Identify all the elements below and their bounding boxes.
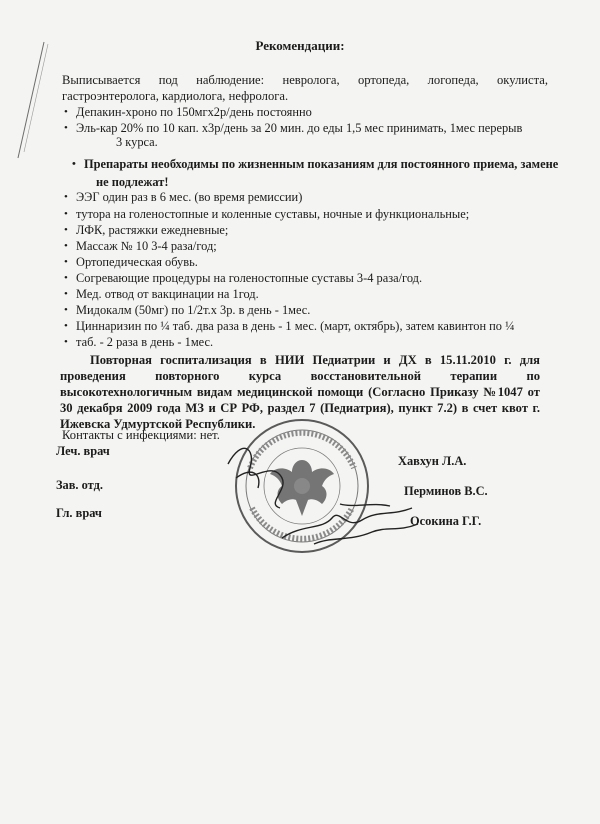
list-item-text: Эль-кар 20% по 10 кап. х3р/день за 20 мин. до еды 1,5 мес принимать, 1мес перерыв [76,121,523,135]
department-head-name: Перминов В.С. [404,484,488,498]
list-item-text: ЭЭГ один раз в 6 мес. (во время ремиссии) [76,190,303,204]
list-item-text: Массаж № 10 3-4 раза/год; [76,239,217,253]
bullet-icon: • [64,122,68,134]
bullet-icon: • [64,256,68,268]
list-item-text: Циннаризин по ¼ таб. два раза в день - 1 мес. (март, октябрь), затем кавинтон по ¼ [76,319,515,333]
list-item-continuation [116,134,158,150]
list-item [64,222,229,238]
attending-doctor-name: Хавхун Л.А. [398,454,467,468]
bullet-icon: • [72,158,76,170]
bullet-icon: • [64,288,68,300]
list-item [64,206,470,222]
bullet-icon: • [64,336,68,348]
vital-heading-continuation [96,174,169,190]
bullet-icon: • [64,208,68,220]
bullet-icon: • [64,320,68,332]
seal-stamp [236,420,368,552]
department-head-label: Зав. отд. [56,478,103,492]
contacts-note: Контакты с инфекциями: нет. [62,428,220,442]
bullet-icon: • [64,304,68,316]
bullet-icon: • [64,106,68,118]
bullet-icon: • [64,224,68,236]
bullet-icon: • [64,272,68,284]
list-item-text: ЛФК, растяжки ежедневные; [76,223,229,237]
list-item-text: Согревающие процедуры на голеностопные суставы 3-4 раза/год. [76,271,423,285]
list-item [64,104,312,120]
list-item [64,318,515,334]
page-title: Рекомендации: [255,38,345,53]
list-item [64,334,214,350]
list-item-text: Мед. отвод от вакцинации на 1год. [76,287,259,301]
list-item-text: Ортопедическая обувь. [76,255,198,269]
hospitalization-paragraph: Повторная госпитализация в НИИ Педиатрии и ДХ в 15.11.2010 г. для проведения повторного курса восстановительной терапии по высокотехнологичным видам медицинской помощи (Согласно Приказу №1047 от 30 декабря 2009 года МЗ и СР РФ, раздел 7 (Педиатрия), пункт 7.2) в счет квот г. Ижевска Удмуртской Республики. [60,353,540,431]
chief-doctor-label: Гл. врач [56,506,102,520]
vital-heading-line: не подлежат! [96,175,169,189]
vital-heading-line: Препараты необходимы по жизненным показаниям для постоянного приема, замене [84,157,559,171]
bullet-icon: • [64,240,68,252]
list-item [64,270,423,286]
list-item-text: 3 курса. [116,135,158,149]
bullet-icon: • [64,191,68,203]
list-item-text: тутора на голеностопные и коленные суставы, ночные и функциональные; [76,207,470,221]
chief-doctor-name: Осокина Г.Г. [410,514,482,528]
list-item [64,238,217,254]
observation-paragraph: Выписывается под наблюдение: невролога, ортопеда, логопеда, окулиста, гастроэнтеролога, кардиолога, нефролога. [62,73,548,103]
list-item [64,302,311,318]
list-item [64,254,198,270]
list-item-text: Депакин-хроно по 150мгх2р/день постоянно [76,105,312,119]
list-item-text: Мидокалм (50мг) по 1/2т.х 3р. в день - 1мес. [76,303,311,317]
list-item-text: таб. - 2 раза в день - 1мес. [76,335,214,349]
vital-heading [72,156,559,172]
scan-edge-line [14,40,54,160]
attending-doctor-label: Леч. врач [56,444,110,458]
list-item [64,286,259,302]
list-item [64,189,303,205]
official-seal [222,408,422,568]
